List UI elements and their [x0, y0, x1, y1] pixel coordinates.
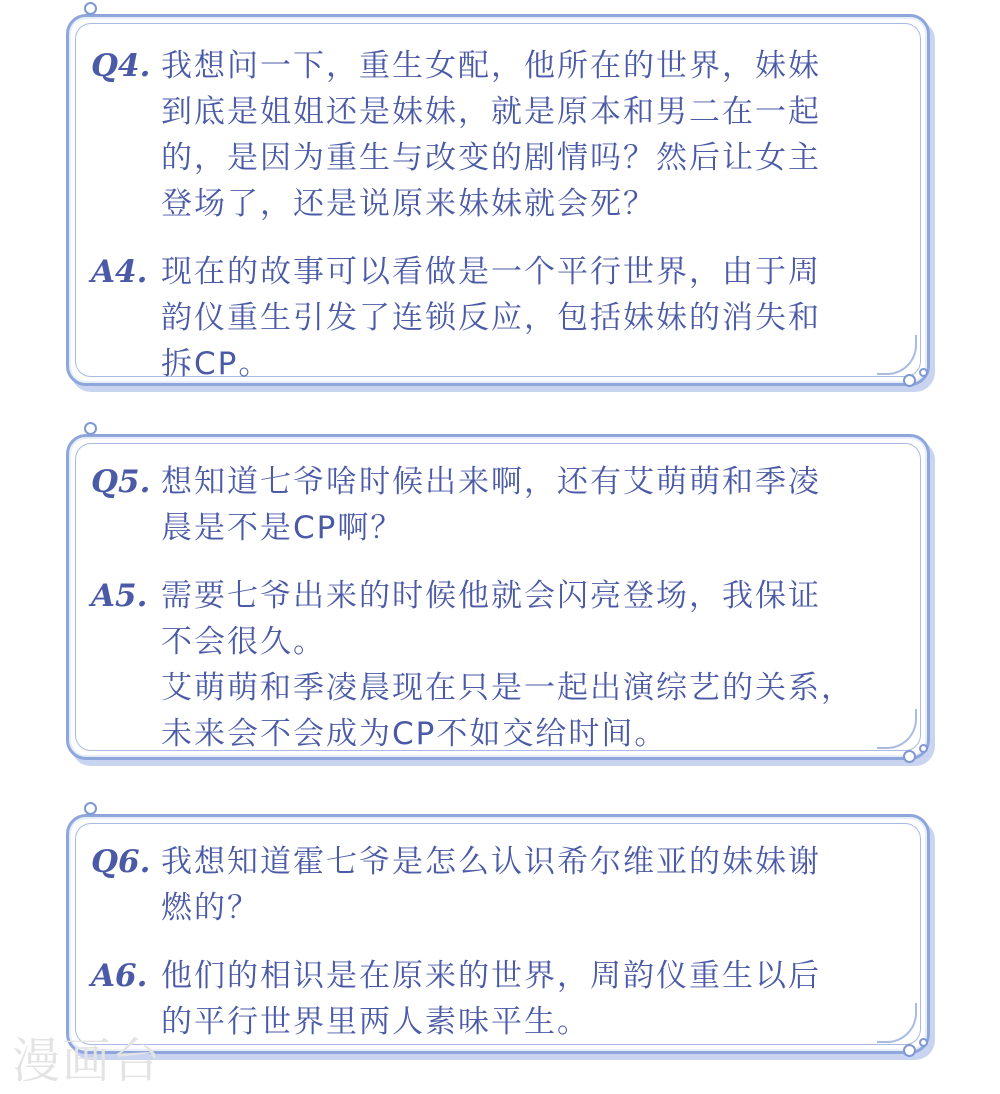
- answer-line: 现在的故事可以看做是一个平行世界，由于周: [161, 254, 821, 290]
- qa-card-6: [66, 814, 930, 1054]
- answer-line: 不会很久。: [161, 624, 326, 660]
- question-row: [91, 839, 907, 931]
- question-line: 想知道七爷啥时候出来啊，还有艾萌萌和季凌: [161, 464, 821, 500]
- question-line: 晨是不是CP啊？: [161, 510, 404, 546]
- qa-block: [91, 43, 907, 387]
- answer-row: [91, 573, 907, 757]
- qa-block: [91, 459, 907, 757]
- answer-row: [91, 953, 907, 1045]
- answer-line: 需要七爷出来的时候他就会闪亮登场，我保证: [161, 578, 821, 614]
- ring-decoration: [84, 2, 97, 15]
- question-line: 的，是因为重生与改变的剧情吗？然后让女主: [161, 140, 821, 176]
- answer-line: 的平行世界里两人素味平生。: [161, 1004, 590, 1040]
- question-row: [91, 43, 907, 227]
- question-line: 到底是姐姐还是妹妹，就是原本和男二在一起: [161, 94, 821, 130]
- ring-decoration: [919, 1038, 928, 1047]
- question-row: [91, 459, 907, 551]
- watermark-logo: 漫画台: [12, 1033, 163, 1089]
- question-text: [161, 43, 907, 227]
- answer-row: [91, 249, 907, 387]
- ring-decoration: [84, 422, 97, 435]
- question-line: 登场了，还是说原来妹妹就会死？: [161, 186, 656, 222]
- ring-decoration: [919, 744, 928, 753]
- answer-line: 拆CP。: [161, 346, 272, 382]
- ring-decoration: [903, 750, 916, 763]
- ring-decoration: [903, 1044, 916, 1057]
- answer-text: [161, 249, 907, 387]
- question-line: 我想问一下，重生女配，他所在的世界，妹妹: [161, 48, 821, 84]
- answer-text: [161, 953, 907, 1045]
- answer-line: 他们的相识是在原来的世界，周韵仪重生以后: [161, 958, 821, 994]
- answer-line: 韵仪重生引发了连锁反应，包括妹妹的消失和: [161, 300, 821, 336]
- answer-tag: A6.: [91, 958, 148, 994]
- ring-decoration: [903, 374, 916, 387]
- question-line: 燃的？: [161, 890, 260, 926]
- qa-block: [91, 839, 907, 1045]
- question-text: [161, 459, 907, 551]
- question-tag: Q5.: [91, 464, 151, 500]
- question-tag: Q6.: [91, 844, 151, 880]
- answer-line: 艾萌萌和季凌晨现在只是一起出演综艺的关系，: [161, 670, 854, 706]
- answer-tag: A4.: [91, 254, 148, 290]
- qa-card-5: [66, 434, 930, 760]
- answer-text: [161, 573, 907, 757]
- answer-line: 未来会不会成为CP不如交给时间。: [161, 716, 668, 752]
- question-text: [161, 839, 907, 931]
- ring-decoration: [84, 802, 97, 815]
- question-line: 我想知道霍七爷是怎么认识希尔维亚的妹妹谢: [161, 844, 821, 880]
- qa-card-4: [66, 14, 930, 386]
- question-tag: Q4.: [91, 48, 151, 84]
- ring-decoration: [919, 368, 928, 377]
- answer-tag: A5.: [91, 578, 148, 614]
